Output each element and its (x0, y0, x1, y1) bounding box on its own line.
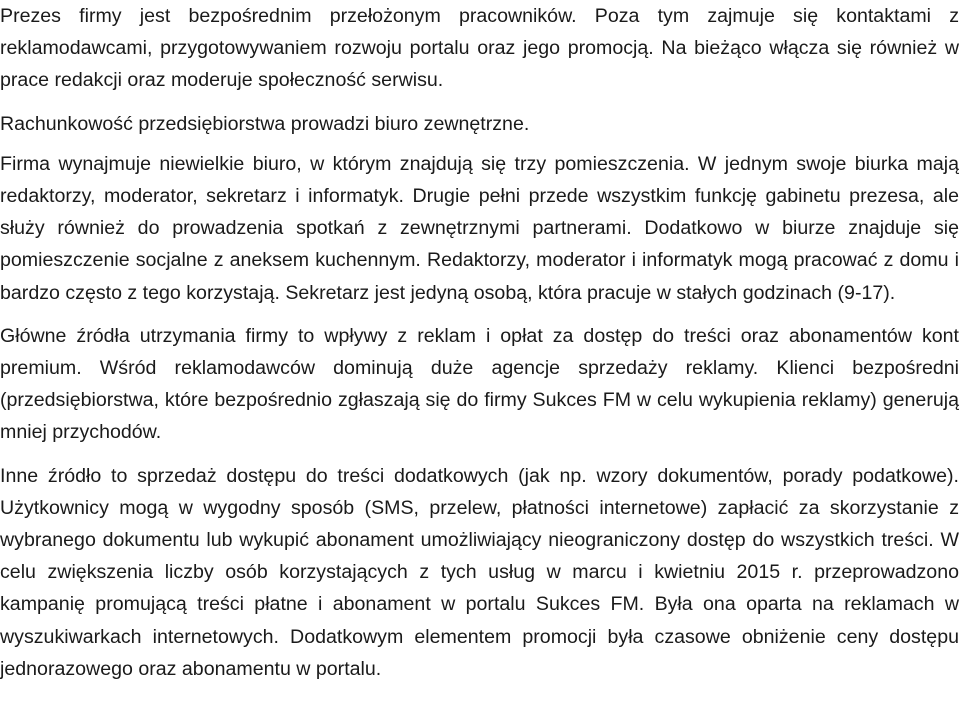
paragraph-revenue-sources: Główne źródła utrzymania firmy to wpływy z reklam i opłat za dostęp do treści oraz abonamentów kont premium. Wśród reklamodawców dominują duże agencje sprzedaży reklamy. Klienci bezpośredni (przedsiębiorstwa, które bezpośrednio zgłaszają się do firmy Sukces FM w celu wykupienia reklamy) generują mniej przychodów. (0, 324, 959, 444)
paragraph-board-role: Prezes firmy jest bezpośrednim przełożonym pracowników. Poza tym zajmuje się kontaktami z reklamodawcami, przygotowywaniem rozwoju portalu oraz jego promocją. Na bieżąco włącza się również w prace redakcji oraz moderuje społeczność serwisu. (0, 5, 959, 92)
paragraph-accounting: Rachunkowość przedsiębiorstwa prowadzi biuro zewnętrzne. (0, 112, 530, 135)
paragraph-office: Firma wynajmuje niewielkie biuro, w którym znajdują się trzy pomieszczenia. W jednym swoje biurka mają redaktorzy, moderator, sekretarz i informatyk. Drugie pełni przede wszystkim funkcję gabinetu prezesa, ale służy również do prowadzenia spotkań z zewnętrznymi partnerami. Dodatkowo w biurze znajduje się pomieszczenie socjalne z aneksem kuchennym. Redaktorzy, moderator i informatyk mogą pracować z domu i bardzo często z tego korzystają. Sekretarz jest jedyną osobą, która pracuje w stałych godzinach (9-17). (0, 152, 959, 304)
paragraph-additional-content: Inne źródło to sprzedaż dostępu do treści dodatkowych (jak np. wzory dokumentów, porady podatkowe). Użytkownicy mogą w wygodny sposób (SMS, przelew, płatności internetowe) zapłacić za skorzystanie z wybranego dokumentu lub wykupić abonament umożliwiający nieograniczony dostęp do wszystkich treści. W celu zwiększenia liczby osób korzystających z tych usług w marcu i kwietniu 2015 r. przeprowadzono kampanię promującą treści płatne i abonament w portalu Sukces FM. Była ona oparta na reklamach w wyszukiwarkach internetowych. Dodatkowym elementem promocji była czasowe obniżenie ceny dostępu jednorazowego oraz abonamentu w portalu. (0, 464, 959, 680)
